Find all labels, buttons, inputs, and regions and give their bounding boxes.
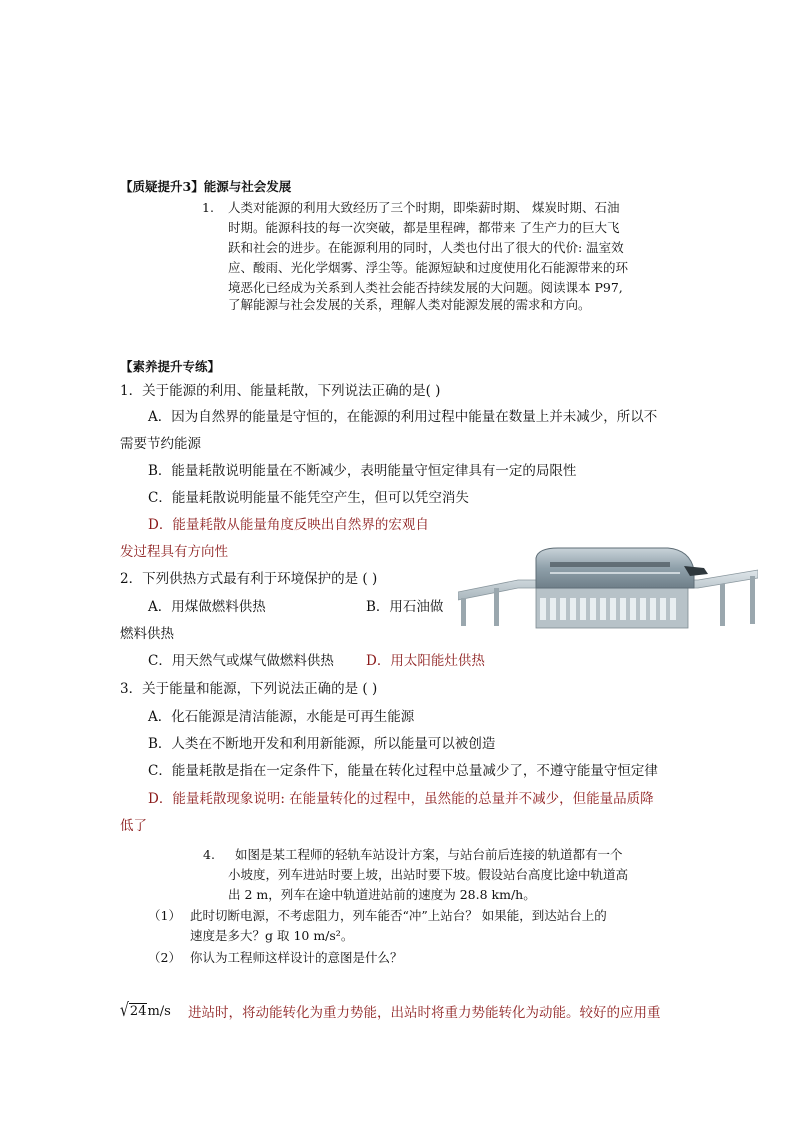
paragraph-line: 境恶化已经成为关系到人类社会能否持续发展的大问题。阅读课本 P97,	[228, 280, 623, 295]
q1-option-b: B．能量耗散说明能量在不断减少，表明能量守恒定律具有一定的局限性	[148, 463, 577, 479]
practice-heading: 【素养提升专练】	[120, 359, 221, 374]
question-4-number: 4.	[203, 847, 215, 862]
q1-option-c: C．能量耗散说明能量不能凭空产生，但可以凭空消失	[148, 490, 469, 506]
item-number: 1.	[202, 200, 214, 215]
q2-option-c: C．用天然气或煤气做燃料供热	[148, 653, 334, 669]
q3-option-a: A．化石能源是清洁能源，水能是可再生能源	[148, 709, 415, 725]
q4-sub1-label: （1）	[148, 908, 181, 923]
question-4-line: 出 2 m，列车在途中轨道进站前的速度为 28.8 km/h。	[228, 887, 536, 902]
paragraph-line: 应、酸雨、光化学烟雾、浮尘等。能源短缺和过度使用化石能源带来的环	[228, 260, 629, 275]
question-2-stem: 2．下列供热方式最有利于环境保护的是 ( )	[120, 571, 378, 587]
paragraph-line: 人类对能源的利用大致经历了三个时期，即柴薪时期、 煤炭时期、石油	[228, 200, 620, 215]
paragraph-line: 跃和社会的进步。在能源利用的同时，人类也付出了很大的代价: 温室效	[228, 240, 624, 255]
answer-sqrt-value: 24	[129, 1004, 147, 1019]
question-1-stem: 1．关于能源的利用、能量耗散，下列说法正确的是( )	[120, 383, 441, 399]
question-4-line: 小坡度，列车进站时要上坡，出站时要下坡。假设站台高度比途中轨道高	[228, 867, 629, 882]
light-rail-station-illustration	[458, 540, 758, 640]
question-4-line: 如图是某工程师的轻轨车站设计方案，与站台前后连接的轨道都有一个	[235, 847, 623, 862]
paragraph-line: 时期。能源科技的每一次突破，都是里程碑，都带来 了生产力的巨大飞	[228, 220, 620, 235]
q2-option-b-cont: 燃料供热	[120, 626, 174, 642]
paragraph-line: 了解能源与社会发展的关系，理解人类对能源发展的需求和方向。	[228, 297, 591, 312]
q1-option-d-answer-cont: 发过程具有方向性	[120, 544, 228, 560]
q4-sub2: 你认为工程师这样设计的意图是什么？	[190, 950, 403, 965]
section-heading: 【质疑提升3】能源与社会发展	[120, 179, 292, 194]
q2-option-a: A．用煤做燃料供热	[148, 599, 266, 615]
q3-option-d-answer-cont: 低了	[120, 818, 147, 834]
answer-unit: m/s	[147, 1004, 171, 1019]
q2-option-b: B．用石油做	[366, 599, 444, 615]
q2-option-d-answer: D．用太阳能灶供热	[366, 653, 485, 669]
q1-option-a: A．因为自然界的能量是守恒的，在能源的利用过程中能量在数量上并未减少，所以不	[148, 409, 658, 425]
answer-speed: √24m/s	[120, 1000, 171, 1022]
q4-sub1-cont: 速度是多大？g 取 10 m/s²。	[190, 928, 354, 943]
q4-sub1: 此时切断电源，不考虑阻力，列车能否“冲”上站台？ 如果能，到达站台上的	[190, 908, 607, 923]
q4-sub2-label: （2）	[148, 950, 181, 965]
q1-option-d-answer: D．能量耗散从能量角度反映出自然界的宏观自	[148, 517, 429, 533]
q3-option-b: B．人类在不断地开发和利用新能源，所以能量可以被创造	[148, 736, 496, 752]
question-3-stem: 3．关于能量和能源，下列说法正确的是 ( )	[120, 681, 378, 697]
q3-option-d-answer: D．能量耗散现象说明: 在能量转化的过程中，虽然能的总量并不减少，但能量品质降	[148, 791, 654, 807]
q1-option-a-cont: 需要节约能源	[120, 436, 201, 452]
answer-text: 进站时，将动能转化为重力势能，出站时将重力势能转化为动能。较好的应用重	[188, 1005, 661, 1021]
q3-option-c: C．能量耗散是指在一定条件下，能量在转化过程中总量减少了，不遵守能量守恒定律	[148, 763, 658, 779]
